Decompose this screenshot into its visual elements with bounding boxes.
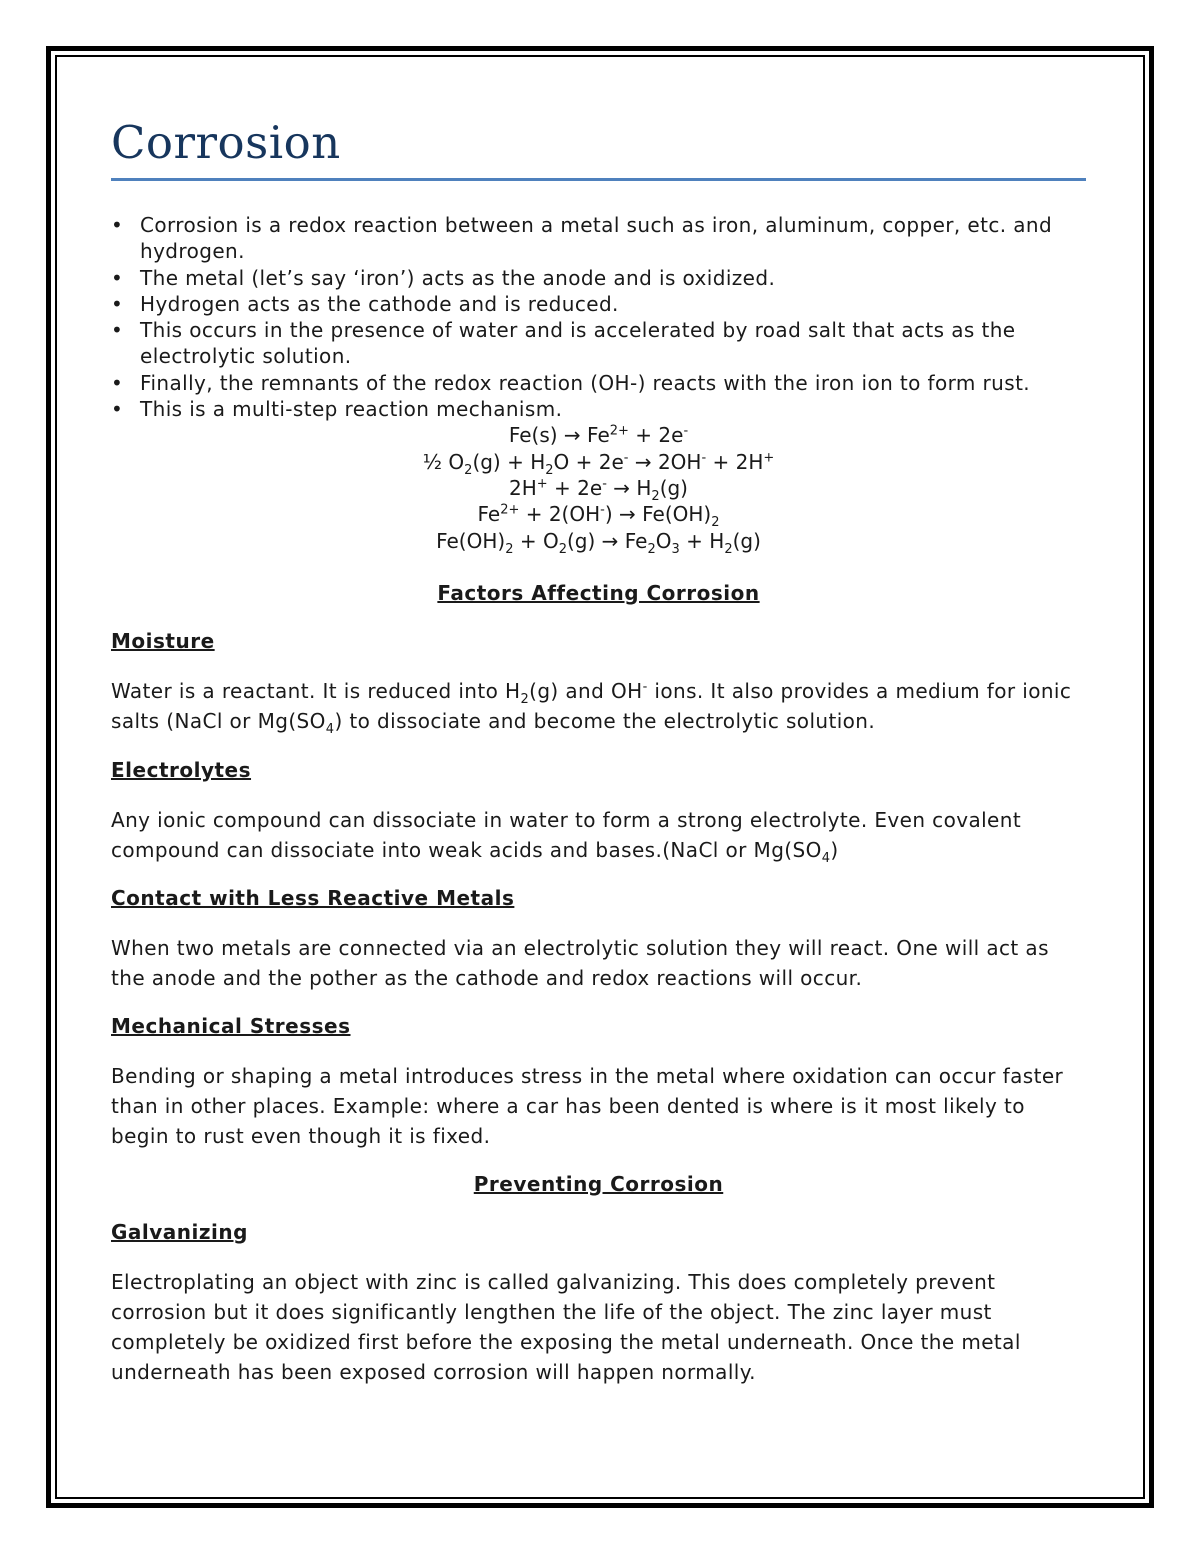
reaction-equations: [111, 422, 1086, 557]
galvanizing-text: Electroplating an object with zinc is called galvanizing. This does completely prevent corrosion but it does significantly lengthen the life of the object. The zinc layer must completely be oxidized first before the exposing the metal underneath. Once the metal underneath has been exposed corrosion will happen normally.: [111, 1269, 1021, 1384]
moisture-text: Water is a reactant. It is reduced into $H_2(g)$ and OH- ions. It also provides a medium for ionic salts (NaCl or $Mg(SO_4)$ to dissociate and become the electrolytic solution.: [111, 678, 1072, 737]
mechanical-heading: Mechanical Stresses: [111, 1013, 351, 1038]
document-body: [111, 112, 1086, 1387]
contact-text: When two metals are connected via an electrolytic solution they will react. One will act as the anode and the pother as the cathode and redox reactions will occur.: [111, 935, 1049, 990]
list-item: • This is a multi-step reaction mechanism.: [111, 396, 1086, 422]
prevention-heading: Preventing Corrosion: [473, 1171, 724, 1196]
electrolytes-text: Any ionic compound can dissociate in water to form a strong electrolyte. Even covalent compound can dissociate into weak acids and bases.(NaCl or $Mg(SO_4)$: [111, 807, 1022, 866]
galvanizing-heading: Galvanizing: [111, 1219, 248, 1244]
list-item: • Corrosion is a redox reaction between a metal such as iron, aluminum, copper, etc. and hydrogen.: [111, 212, 1086, 265]
equation: $Fe(s) \to Fe^{2+} + 2e^-$: [508, 423, 689, 448]
equation: ½ $O_2(g) + H_2O + 2e^- \to 2OH^- + 2H^+$: [422, 449, 775, 478]
bullet-list: [111, 212, 1086, 422]
list-item: • Hydrogen acts as the cathode and is reduced.: [111, 291, 1086, 317]
moisture-heading: Moisture: [111, 628, 215, 653]
title-underline: [111, 178, 1086, 181]
list-item: • Finally, the remnants of the redox reaction (OH-) reacts with the iron ion to form rust.: [111, 370, 1086, 396]
list-item: • This occurs in the presence of water and is accelerated by road salt that acts as the electrolytic solution.: [111, 317, 1086, 370]
document-title: Corrosion: [111, 116, 341, 169]
equation: $Fe(OH)_2 + O_2(g) \to Fe_2O_3 + H_2(g)$: [436, 528, 761, 557]
equation: $2H^+ + 2e^- \to H_2(g)$: [509, 475, 688, 504]
equation: $Fe^{2+} + 2(OH^-) \to Fe(OH)_2$: [477, 502, 720, 531]
electrolytes-heading: Electrolytes: [111, 757, 252, 782]
contact-heading: Contact with Less Reactive Metals: [111, 885, 515, 910]
factors-heading: Factors Affecting Corrosion: [437, 580, 760, 605]
mechanical-text: Bending or shaping a metal introduces stress in the metal where oxidation can occur faster than in other places. Example: where a car has been dented is where is it most likely to begin to rust even though it is fixed.: [111, 1063, 1064, 1148]
list-item: • The metal (let’s say ‘iron’) acts as the anode and is oxidized.: [111, 265, 1086, 291]
